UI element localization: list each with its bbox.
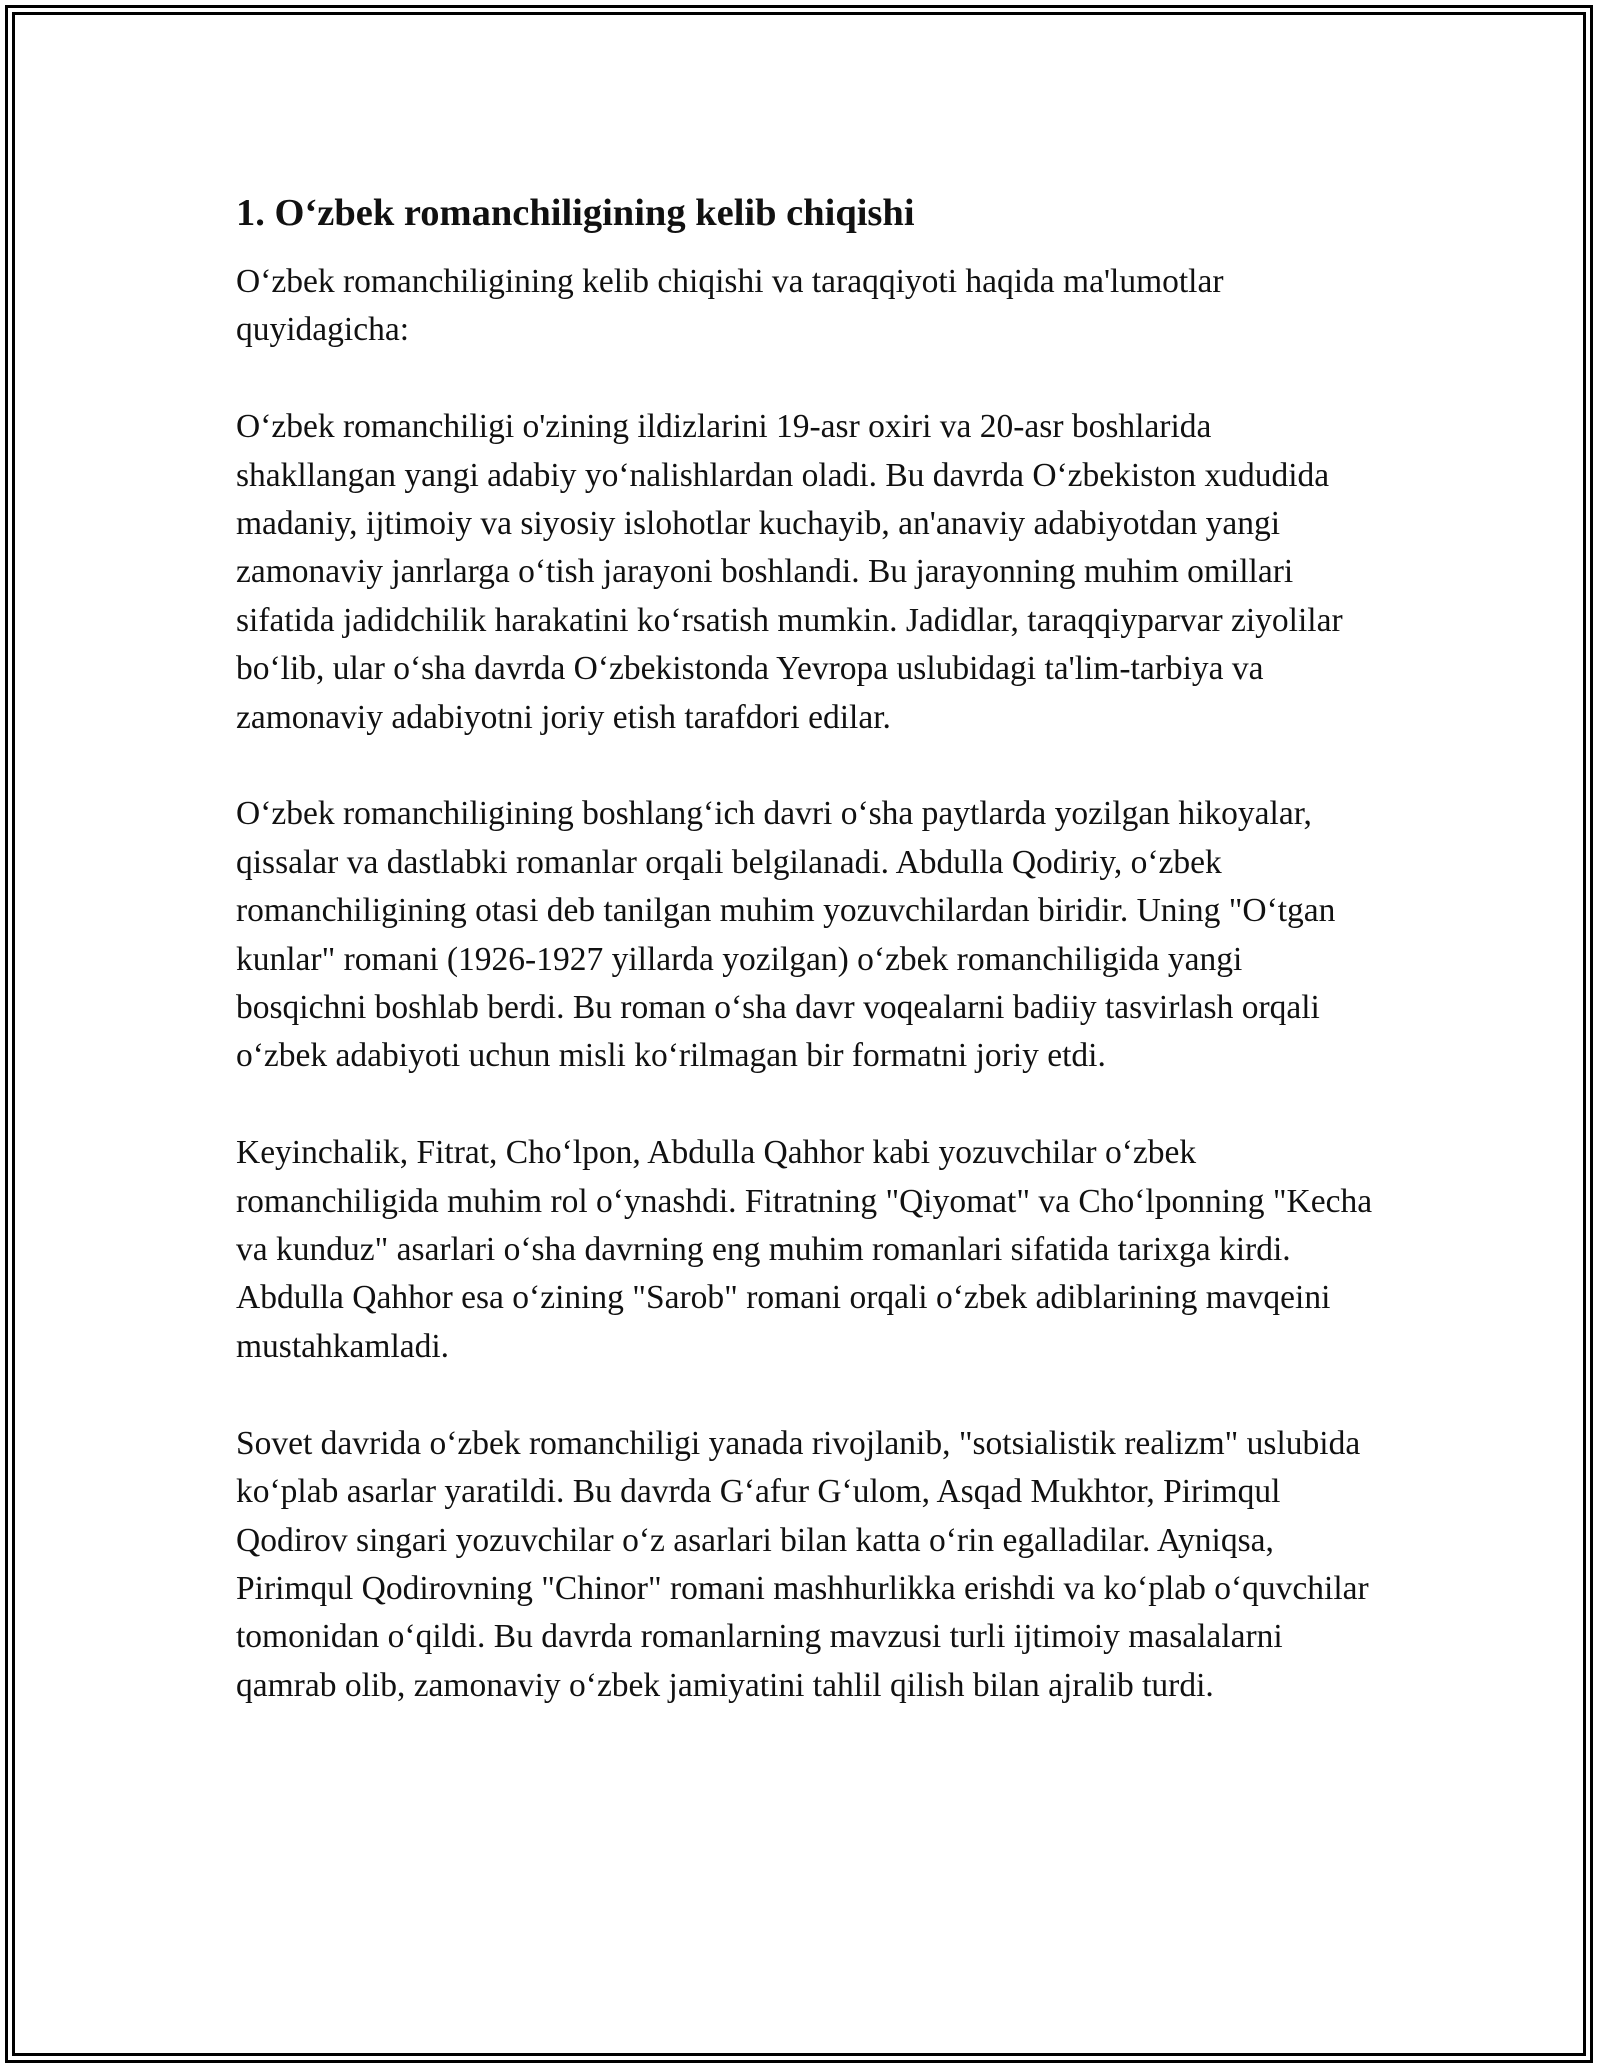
paragraph-intro: O‘zbek romanchiligining kelib chiqishi va taraqqiyoti haqida ma'lumotlar quyidagicha:	[236, 263, 1224, 349]
paragraph-origins: O‘zbek romanchiligi o'zining ildizlarini 19-asr oxiri va 20-asr boshlarida shakllangan yangi adabiy yo‘nalishlardan oladi. Bu davrda O‘zbekiston xududida madaniy, ijtimoiy va siyosiy islohotlar kuchayib, an'anaviy adabiyotdan yangi zamonaviy janrlarga o‘tish jarayoni boshlandi. Bu jarayonning muhim omillari sifatida jadidchilik harakatini ko‘rsatish mumkin. Jadidlar, taraqqiyparvar ziyolilar bo‘lib, ular o‘sha davrda O‘zbekistonda Yevropa uslubidagi ta'lim-tarbiya va zamonaviy adabiyotni joriy etish tarafdori edilar.	[236, 408, 1343, 736]
paragraph-early-period: O‘zbek romanchiligining boshlang‘ich davri o‘sha paytlarda yozilgan hikoyalar, qissalar va dastlabki romanlar orqali belgilanadi. Abdulla Qodiriy, o‘zbek romanchiligining otasi deb tanilgan muhim yozuvchilardan biridir. Uning "O‘tgan kunlar" romani (1926-1927 yillarda yozilgan) o‘zbek romanchiligida yangi bosqichni boshlab berdi. Bu roman o‘sha davr voqealarni badiiy tasvirlash orqali o‘zbek adabiyoti uchun misli ko‘rilmagan bir formatni joriy etdi.	[236, 795, 1336, 1075]
section-heading: 1. O‘zbek romanchiligining kelib chiqishi	[236, 192, 915, 234]
paragraph-soviet-period: Sovet davrida o‘zbek romanchiligi yanada rivojlanib, "sotsialistik realizm" uslubida ko‘plab asarlar yaratildi. Bu davrda G‘afur G‘ulom, Asqad Mukhtor, Pirimqul Qodirov singari yozuvchilar o‘z asarlari bilan katta o‘rin egalladilar. Ayniqsa, Pirimqul Qodirovning "Chinor" romani mashhurlikka erishdi va ko‘plab o‘quvchilar tomonidan o‘qildi. Bu davrda romanlarning mavzusi turli ijtimoiy masalalarni qamrab olib, zamonaviy o‘zbek jamiyatini tahlil qilish bilan ajralib turdi.	[236, 1424, 1369, 1704]
paragraph-later-writers: Keyinchalik, Fitrat, Cho‘lpon, Abdulla Qahhor kabi yozuvchilar o‘zbek romanchiligida muhim rol o‘ynashdi. Fitratning "Qiyomat" va Cho‘lponning "Kecha va kunduz" asarlari o‘sha davrning eng muhim romanlari sifatida tarixga kirdi. Abdulla Qahhor esa o‘zining "Sarob" romani orqali o‘zbek adiblarining mavqeini mustahkamladi.	[236, 1134, 1373, 1365]
document-body	[236, 188, 1376, 1759]
